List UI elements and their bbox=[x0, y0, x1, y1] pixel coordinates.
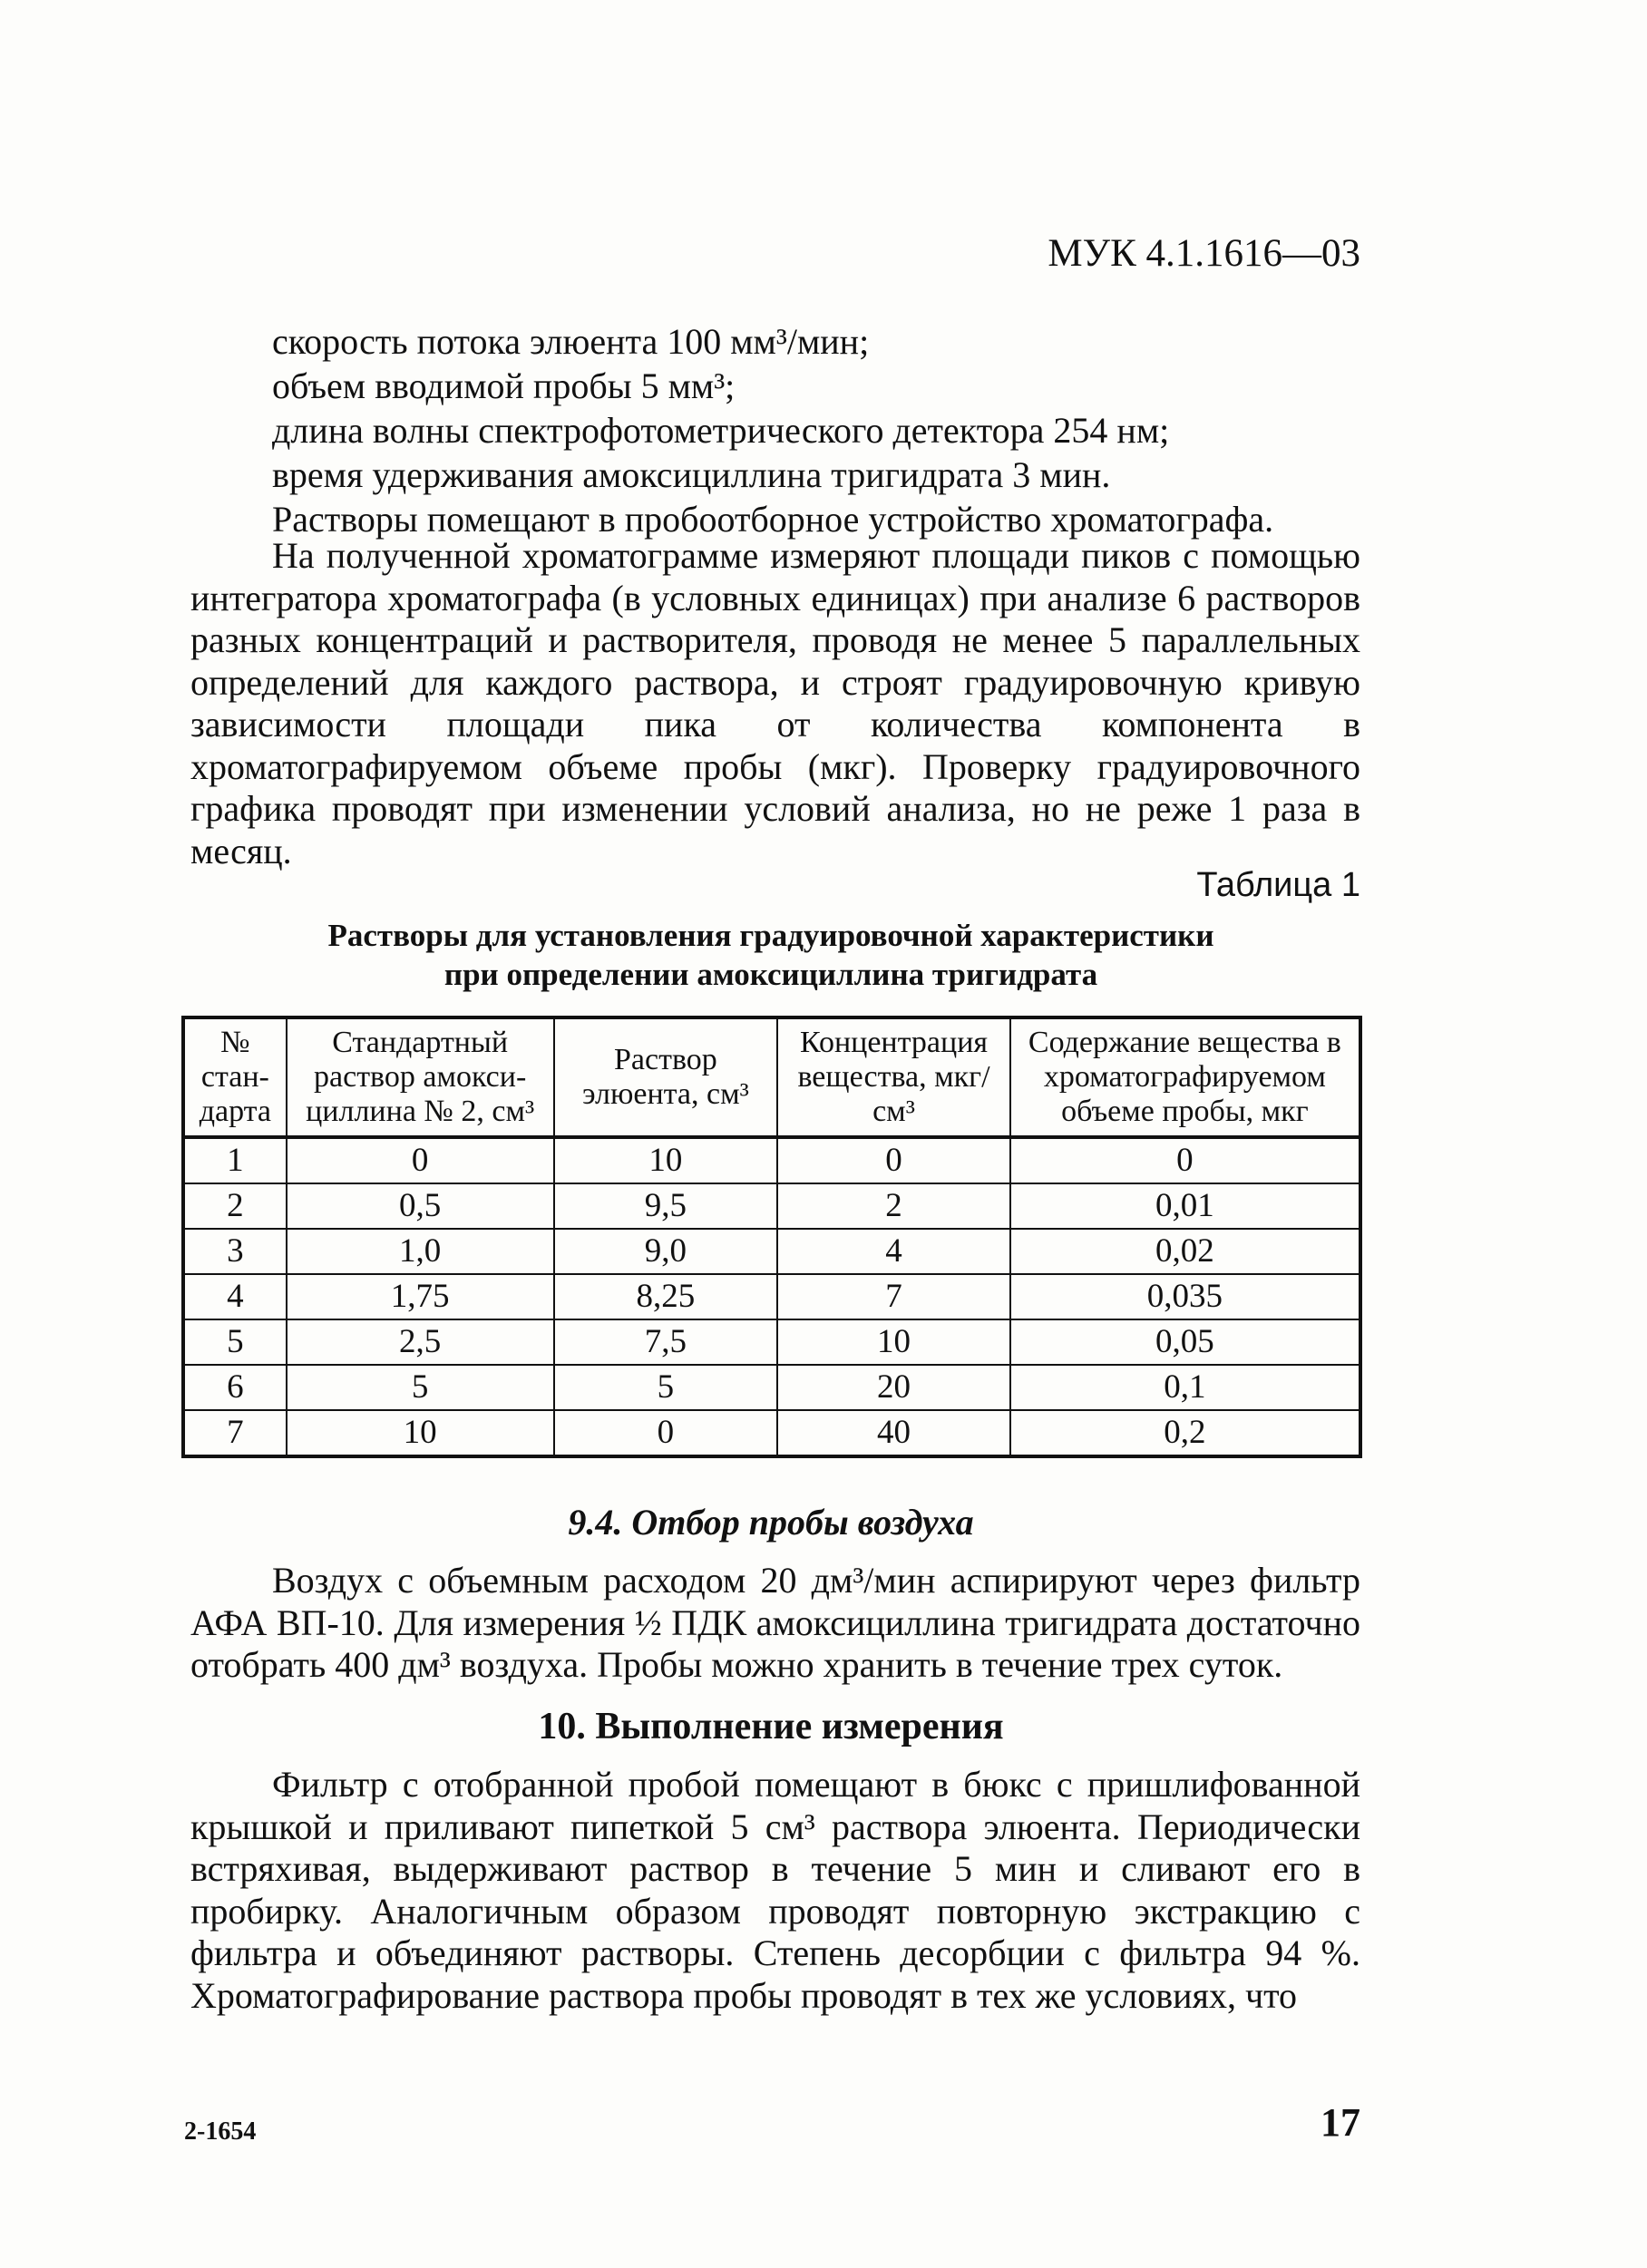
table-title bbox=[181, 916, 1360, 994]
section-9-4-text: Воздух с объемным расходом 20 дм³/мин аспирируют через фильтр АФА ВП-10. Для измерения ½ ПДК амоксициллина тригидрата достаточно отобрать 400 дм³ воздуха. Пробы можно хранить в течение трех суток. bbox=[190, 1560, 1360, 1685]
table-cell: 20 bbox=[777, 1365, 1010, 1410]
table-cell: 3 bbox=[183, 1229, 287, 1274]
table-cell: 0,05 bbox=[1010, 1319, 1360, 1365]
header-standard-solution: Стандартный раствор амокси- циллина № 2, см³ bbox=[287, 1017, 554, 1137]
print-code: 2-1654 bbox=[184, 2117, 257, 2146]
condition-line: Растворы помещают в пробоотборное устройство хроматографа. bbox=[272, 499, 1274, 540]
table-cell: 2 bbox=[777, 1183, 1010, 1229]
chromatography-conditions bbox=[272, 319, 1360, 541]
table-cell: 2,5 bbox=[287, 1319, 554, 1365]
section-10-paragraph bbox=[190, 1764, 1360, 2017]
header-substance-content: Содержание вещества в хроматографируемом объеме пробы, мкг bbox=[1010, 1017, 1360, 1137]
section-9-4-title: 9.4. Отбор пробы воздуха bbox=[568, 1502, 974, 1543]
table-cell: 40 bbox=[777, 1410, 1010, 1456]
table-label: Таблица 1 bbox=[1196, 866, 1360, 904]
document-code: МУК 4.1.1616—03 bbox=[1048, 232, 1360, 275]
table-cell: 10 bbox=[554, 1137, 778, 1183]
condition-line: длина волны спектрофотометрического детектора 254 нм; bbox=[272, 410, 1170, 451]
condition-line: время удерживания амоксициллина тригидрата 3 мин. bbox=[272, 454, 1111, 495]
section-9-4-paragraph bbox=[190, 1560, 1360, 1687]
calibration-table bbox=[181, 1016, 1362, 1458]
table-title-line: Растворы для установления градуировочной характеристики bbox=[327, 918, 1214, 953]
table-cell: 4 bbox=[183, 1274, 287, 1319]
condition-line: объем вводимой пробы 5 мм³; bbox=[272, 365, 736, 406]
table-cell: 0,02 bbox=[1010, 1229, 1360, 1274]
table-cell: 8,25 bbox=[554, 1274, 778, 1319]
table-header-row bbox=[183, 1017, 1360, 1137]
table-cell: 2 bbox=[183, 1183, 287, 1229]
section-10-title: 10. Выполнение измерения bbox=[538, 1706, 1004, 1747]
table-cell: 0 bbox=[287, 1137, 554, 1183]
header-concentration: Концентрация вещества, мкг/см³ bbox=[777, 1017, 1010, 1137]
table-cell: 1,75 bbox=[287, 1274, 554, 1319]
table-cell: 9,0 bbox=[554, 1229, 778, 1274]
table-cell: 1 bbox=[183, 1137, 287, 1183]
table-cell: 4 bbox=[777, 1229, 1010, 1274]
table-row bbox=[183, 1410, 1360, 1456]
table-title-line: при определении амоксициллина тригидрата bbox=[443, 957, 1098, 992]
header-standard-number: № стан- дарта bbox=[183, 1017, 287, 1137]
table-cell: 6 bbox=[183, 1365, 287, 1410]
table-cell: 0,035 bbox=[1010, 1274, 1360, 1319]
table-row bbox=[183, 1319, 1360, 1365]
table-cell: 10 bbox=[287, 1410, 554, 1456]
table-cell: 0,2 bbox=[1010, 1410, 1360, 1456]
condition-line: скорость потока элюента 100 мм³/мин; bbox=[272, 321, 870, 362]
calibration-paragraph bbox=[190, 535, 1360, 872]
table-row bbox=[183, 1274, 1360, 1319]
table-cell: 0,01 bbox=[1010, 1183, 1360, 1229]
table-cell: 0 bbox=[554, 1410, 778, 1456]
table-row bbox=[183, 1229, 1360, 1274]
table-cell: 5 bbox=[287, 1365, 554, 1410]
table-cell: 0 bbox=[777, 1137, 1010, 1183]
table-cell: 9,5 bbox=[554, 1183, 778, 1229]
table-cell: 10 bbox=[777, 1319, 1010, 1365]
table-row bbox=[183, 1137, 1360, 1183]
table-row bbox=[183, 1183, 1360, 1229]
section-10-text: Фильтр с отобранной пробой помещают в бюкс с пришлифованной крышкой и приливают пипеткой 5 см³ раствора элюента. Периодически встряхивая, выдерживают раствор в течение 5 мин и сливают его в пробирку. Аналогичным образом проводят повторную экстракцию с фильтра и объединяют растворы. Степень десорбции с фильтра 94 %. Хроматографирование раствора пробы проводят в тех же условиях, что bbox=[190, 1764, 1360, 2016]
table-cell: 0 bbox=[1010, 1137, 1360, 1183]
table-cell: 1,0 bbox=[287, 1229, 554, 1274]
table-row bbox=[183, 1365, 1360, 1410]
table-cell: 7 bbox=[777, 1274, 1010, 1319]
page-number: 17 bbox=[1321, 2100, 1360, 2145]
header-eluent-solution: Раствор элюента, см³ bbox=[554, 1017, 778, 1137]
table-cell: 5 bbox=[554, 1365, 778, 1410]
table-cell: 7,5 bbox=[554, 1319, 778, 1365]
table-cell: 0,5 bbox=[287, 1183, 554, 1229]
table-cell: 7 bbox=[183, 1410, 287, 1456]
calibration-text: На полученной хроматограмме измеряют площади пиков с помощью интегратора хроматографа (в условных единицах) при анализе 6 растворов разных концентраций и растворителя, проводя не менее 5 параллельных определений для каждого раствора, и строят градуировочную кривую зависимости площади пика от количества компонента в хроматографируемом объеме пробы (мкг). Проверку градуировочного графика проводят при изменении условий анализа, но не реже 1 раза в месяц. bbox=[190, 535, 1360, 871]
table-cell: 5 bbox=[183, 1319, 287, 1365]
table-cell: 0,1 bbox=[1010, 1365, 1360, 1410]
